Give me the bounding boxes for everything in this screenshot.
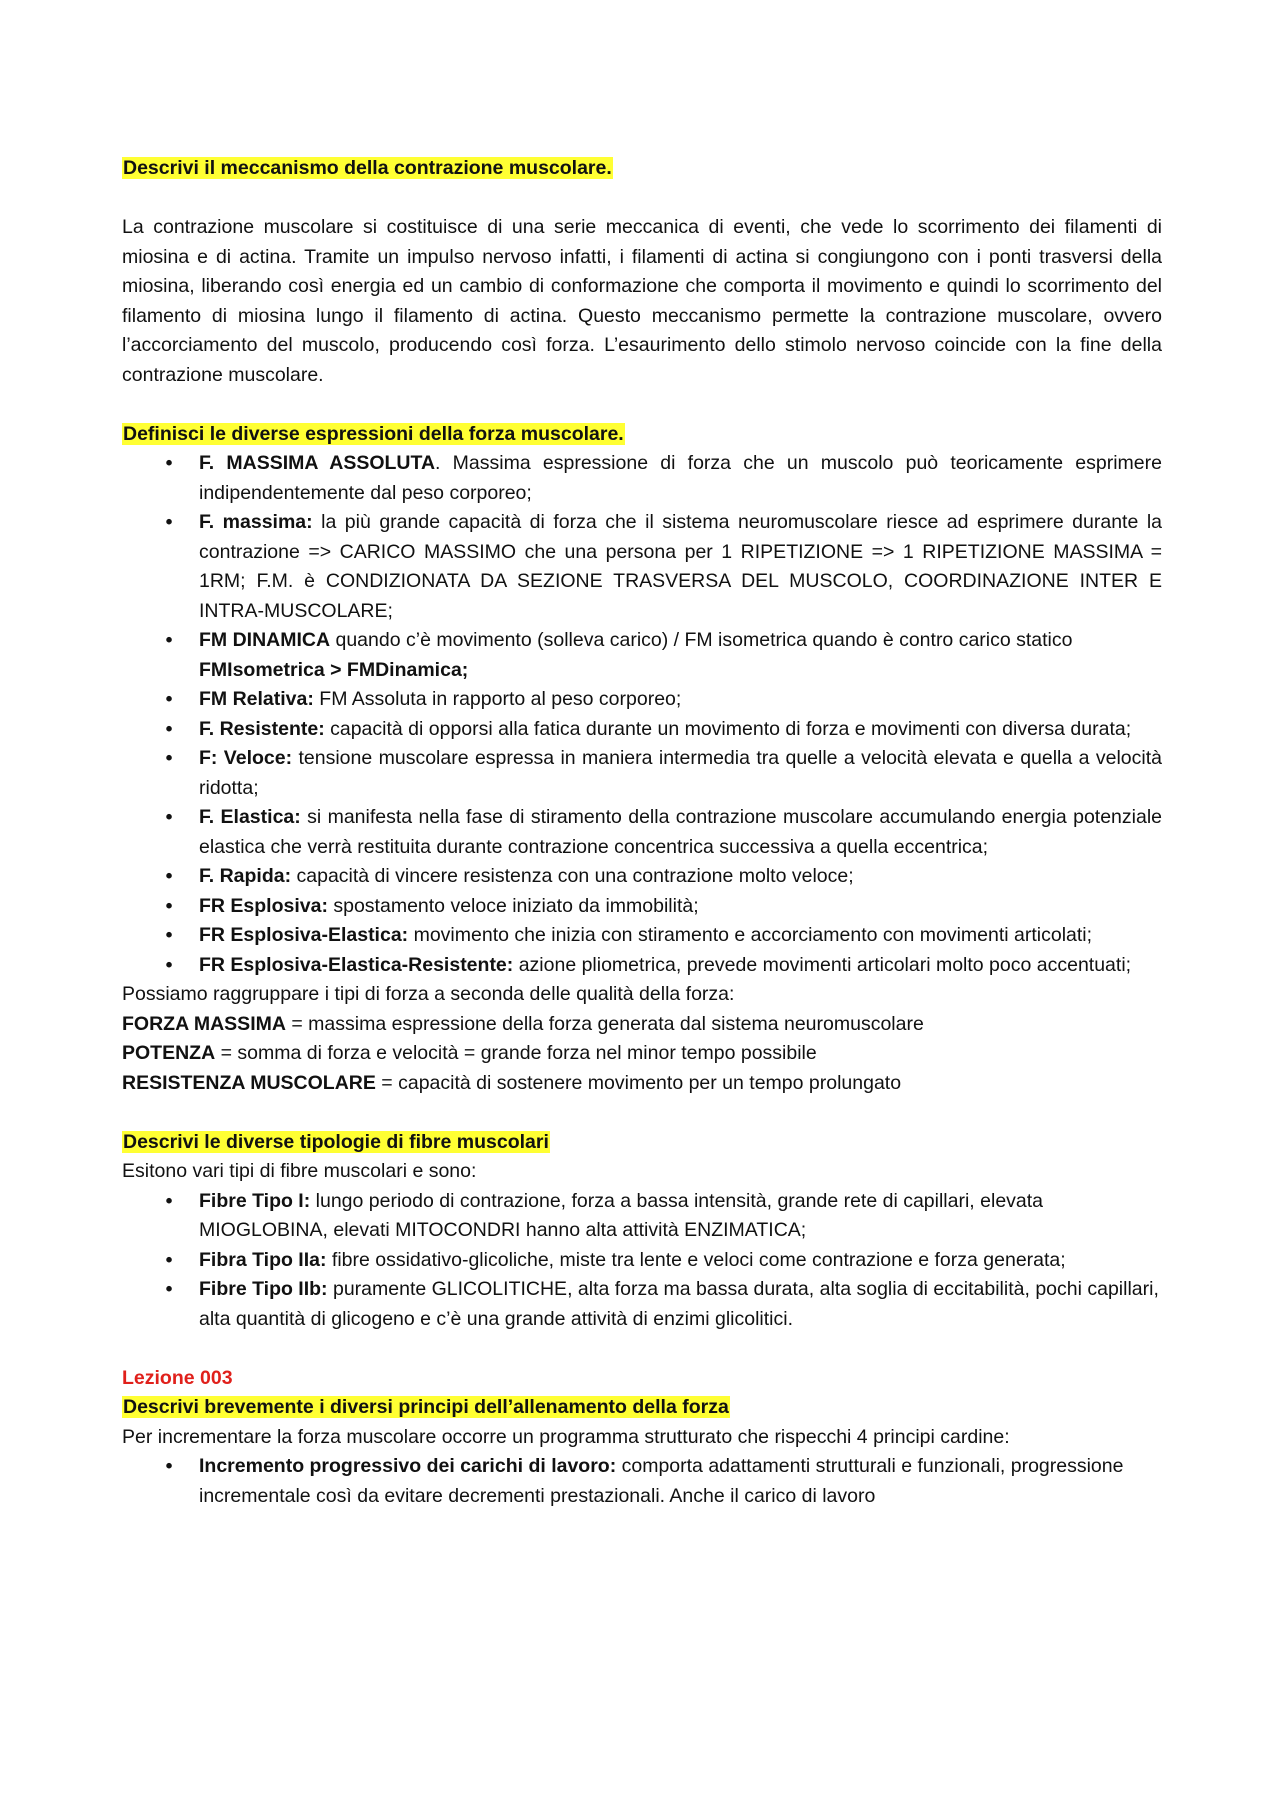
item-term-secondary: FMIsometrica > FMDinamica; (199, 658, 469, 681)
item-term: F. massima: (199, 511, 313, 533)
item-term: Incremento progressivo dei carichi di lavoro: (199, 1455, 617, 1477)
item-text: quando c’è movimento (solleva carico) / FM isometrica quando è contro carico statico (330, 629, 1073, 651)
item-text: si manifesta nella fase di stiramento della contrazione muscolare accumulando energia potenziale elastica che verrà restituita durante contrazione concentrica successiva a quella eccentrica; (199, 806, 1162, 858)
list-item (165, 685, 1162, 715)
bullet-icon: • (165, 865, 173, 887)
bullet-icon: • (165, 1455, 173, 1477)
item-term: FR Esplosiva-Elastica: (199, 924, 409, 946)
bullet-icon: • (165, 894, 173, 917)
item-term: FR Esplosiva: (199, 894, 328, 917)
bullet-icon: • (165, 688, 173, 710)
item-text: movimento che inizia con stiramento e accorciamento con movimenti articolati; (408, 924, 1093, 946)
bullet-icon: • (165, 452, 173, 474)
spacer (122, 1098, 1162, 1128)
list-item (165, 892, 1162, 922)
section-4-heading (122, 1393, 1162, 1423)
item-text: azione pliometrica, prevede movimenti articolari molto poco accentuati; (513, 953, 1132, 976)
summary-line (122, 1010, 1162, 1040)
bullet-icon: • (165, 1278, 173, 1300)
section-1-heading (122, 154, 1162, 184)
list-item (165, 1187, 1162, 1246)
section-3-intro: Esitono vari tipi di fibre muscolari e sono: (122, 1160, 477, 1182)
summary-text: = massima espressione della forza generata dal sistema neuromuscolare (285, 1012, 924, 1035)
bullet-icon: • (165, 1189, 173, 1212)
item-term: FM Relativa: (199, 688, 314, 710)
summary-term: POTENZA (122, 1042, 216, 1064)
item-text: capacità di vincere resistenza con una contrazione molto veloce; (291, 865, 854, 887)
list-item (165, 1275, 1162, 1334)
item-term: Fibre Tipo IIb: (199, 1278, 328, 1300)
section-2-title: Definisci le diverse espressioni della forza muscolare. (123, 422, 624, 445)
section-3-title: Descrivi le diverse tipologie di fibre muscolari (123, 1130, 549, 1153)
item-text: comporta adattamenti strutturali e funzionali, progressione incrementale così da evitare decrementi prestazionali. Anche il carico di lavoro (199, 1455, 1124, 1507)
document-page (122, 154, 1162, 1511)
bullet-icon: • (165, 717, 173, 740)
item-text: la più grande capacità di forza che il sistema neuromuscolare riesce ad esprimere durante la contrazione => CARICO MASSIMO che una persona per 1 RIPETIZIONE => 1 RIPETIZIONE MASSIMA = 1RM; F.M. è CONDIZIONATA DA SEZIONE TRASVERSA DEL MUSCOLO, COORDINAZIONE INTER E INTRA-MUSCOLARE; (199, 511, 1162, 622)
item-text: lungo periodo di contrazione, forza a bassa intensità, grande rete di capillari, elevata MIOGLOBINA, elevati MITOCONDRI hanno alta attività ENZIMATICA; (199, 1189, 1044, 1241)
item-term: Fibra Tipo IIa: (199, 1248, 327, 1271)
summary-line (122, 1069, 1162, 1099)
section-2-heading (122, 420, 1162, 450)
spacer (122, 184, 1162, 214)
force-types-list (122, 449, 1162, 980)
item-term: F. MASSIMA ASSOLUTA (199, 452, 436, 474)
bullet-icon: • (165, 747, 173, 769)
list-item (165, 508, 1162, 626)
principles-list (122, 1452, 1162, 1511)
bullet-icon: • (165, 511, 173, 533)
summary-term: RESISTENZA MUSCOLARE (122, 1071, 376, 1094)
summary-term: FORZA MASSIMA (122, 1012, 286, 1035)
item-term: F. Elastica: (199, 806, 301, 828)
spacer (122, 390, 1162, 420)
bullet-icon: • (165, 1248, 173, 1271)
section-4-title: Descrivi brevemente i diversi principi dell’allenamento della forza (123, 1396, 729, 1418)
bullet-icon: • (165, 806, 173, 828)
list-item (165, 1246, 1162, 1276)
spacer (122, 1334, 1162, 1364)
list-item (165, 951, 1162, 981)
summary-text: = somma di forza e velocità = grande forza nel minor tempo possibile (215, 1042, 817, 1064)
bullet-icon: • (165, 629, 173, 651)
summary-line (122, 1039, 1162, 1069)
list-item (165, 921, 1162, 951)
section-3-heading (122, 1128, 1162, 1158)
item-term: FR Esplosiva-Elastica-Resistente: (199, 953, 514, 976)
item-text: spostamento veloce iniziato da immobilità; (327, 894, 699, 917)
bullet-icon: • (165, 924, 173, 946)
lesson-label: Lezione 003 (122, 1366, 233, 1389)
item-term: FM DINAMICA (199, 629, 331, 651)
fiber-types-list (122, 1187, 1162, 1335)
list-item (165, 715, 1162, 745)
summary-intro: Possiamo raggruppare i tipi di forza a seconda delle qualità della forza: (122, 983, 735, 1005)
list-item (165, 449, 1162, 508)
summary-text: = capacità di sostenere movimento per un tempo prolungato (375, 1071, 902, 1094)
section-1-title: Descrivi il meccanismo della contrazione muscolare. (123, 157, 612, 179)
list-item (165, 1452, 1162, 1511)
item-text: tensione muscolare espressa in maniera intermedia tra quelle a velocità elevata e quella a velocità ridotta; (199, 747, 1162, 799)
item-term: F. Resistente: (199, 717, 325, 740)
item-text: . Massima espressione di forza che un muscolo può teoricamente esprimere indipendentemente dal peso corporeo; (199, 452, 1162, 504)
section-1-paragraph: La contrazione muscolare si costituisce di una serie meccanica di eventi, che vede lo scorrimento dei filamenti di miosina e di actina. Tramite un impulso nervoso infatti, i filamenti di actina si congiungono con i ponti trasversi della miosina, liberando così energia ed un cambio di conformazione che comporta il movimento e quindi lo scorrimento del filamento di miosina lungo il filamento di actina. Questo meccanismo permette la contrazione muscolare, ovvero l’accorciamento del muscolo, producendo così forza. L’esaurimento dello stimolo nervoso coincide con la fine della contrazione muscolare. (122, 216, 1162, 386)
list-item (165, 803, 1162, 862)
list-item (165, 862, 1162, 892)
item-text: puramente GLICOLITICHE, alta forza ma bassa durata, alta soglia di eccitabilità, pochi capillari, alta quantità di glicogeno e c’è una grande attività di enzimi glicolitici. (199, 1278, 1159, 1330)
item-term: F. Rapida: (199, 865, 292, 887)
list-item (165, 626, 1162, 685)
item-text: fibre ossidativo-glicoliche, miste tra lente e veloci come contrazione e forza generata; (326, 1248, 1066, 1271)
item-text: capacità di opporsi alla fatica durante un movimento di forza e movimenti con diversa durata; (324, 717, 1132, 740)
section-4-intro: Per incrementare la forza muscolare occorre un programma strutturato che rispecchi 4 principi cardine: (122, 1425, 1010, 1448)
item-term: F: Veloce: (199, 747, 293, 769)
list-item (165, 744, 1162, 803)
item-text: FM Assoluta in rapporto al peso corporeo; (313, 688, 682, 710)
item-term: Fibre Tipo I: (199, 1189, 311, 1212)
bullet-icon: • (165, 953, 173, 976)
